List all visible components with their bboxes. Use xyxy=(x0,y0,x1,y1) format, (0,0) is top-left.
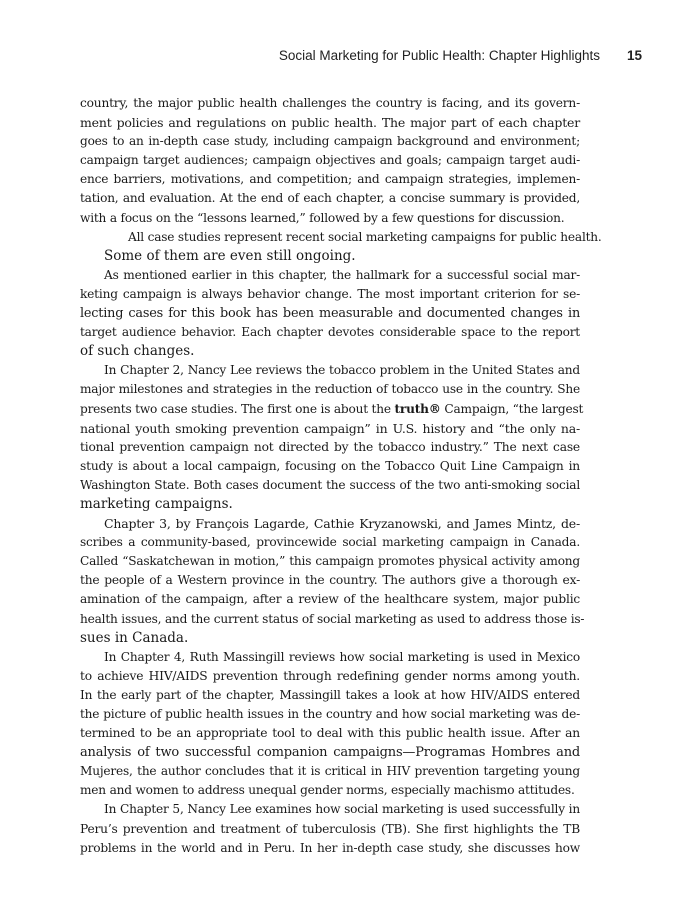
text-line: country, the major public health challenges the country is facing, and its govern- xyxy=(80,96,580,110)
paragraph-2 xyxy=(80,228,602,266)
paragraph-1 xyxy=(80,94,580,228)
text-line: the people of a Western province in the country. The authors give a thorough ex- xyxy=(80,573,580,588)
text-line: national youth smoking prevention campaign” in U.S. history and “the only na- xyxy=(80,420,580,436)
text-line: All case studies represent recent social marketing campaigns for public health. xyxy=(128,229,602,244)
text-line: keting campaign is always behavior change. The most important criterion for se- xyxy=(80,286,580,301)
text-line: major milestones and strategies in the reduction of tobacco use in the country. She xyxy=(80,382,580,397)
text-line: of such changes. xyxy=(80,343,195,360)
text-line: with a focus on the “lessons learned,” followed by a few questions for discussion. xyxy=(80,210,565,225)
text-line: men and women to address unequal gender norms, especially machismo attitudes. xyxy=(80,783,575,798)
text-line: In Chapter 5, Nancy Lee examines how social marketing is used successfully in xyxy=(104,802,580,817)
chapter-title: Social Marketing for Public Health: Chapter Highlights xyxy=(278,48,600,63)
text-line: campaign target audiences; campaign objectives and goals; campaign target audi- xyxy=(80,153,580,168)
text-line: problems in the world and in Peru. In her in-depth case study, she discusses how xyxy=(80,840,580,855)
body-text xyxy=(80,94,602,858)
text-line: sues in Canada. xyxy=(80,629,189,646)
paragraph-3 xyxy=(80,266,580,361)
text-line: amination of the campaign, after a review of the healthcare system, major public xyxy=(80,592,580,607)
text-line: health issues, and the current status of social marketing as used to address those is- xyxy=(80,611,585,626)
paragraph-7 xyxy=(80,800,580,857)
text-line: lecting cases for this book has been measurable and documented changes in xyxy=(80,306,580,322)
text-line: to achieve HIV/AIDS prevention through redefining gender norms among youth. xyxy=(80,668,580,683)
text-line: tional prevention campaign not directed by the tobacco industry.” The next case xyxy=(80,439,580,454)
text-line: termined to be an appropriate tool to deal with this public health issue. After an xyxy=(80,726,580,741)
text-segment: Campaign, “the largest xyxy=(440,401,584,416)
text-line: tation, and evaluation. At the end of each chapter, a concise summary is provided, xyxy=(80,191,580,206)
text-segment: presents two case studies. The first one is about the xyxy=(80,401,395,416)
text-line: analysis of two successful companion campaigns—Programas Hombres and xyxy=(80,745,580,761)
text-line: scribes a community-based, provincewide social marketing campaign in Canada. xyxy=(80,535,580,550)
running-header xyxy=(279,48,642,63)
text-line: Some of them are even still ongoing. xyxy=(104,247,356,264)
paragraph-5 xyxy=(80,514,585,648)
text-line: In the early part of the chapter, Massingill takes a look at how HIV/AIDS entered xyxy=(80,687,580,702)
text-line: In Chapter 2, Nancy Lee reviews the tobacco problem in the United States and xyxy=(104,363,580,378)
text-line: Chapter 3, by François Lagarde, Cathie Kryzanowski, and James Mintz, de- xyxy=(104,516,580,532)
page-number: 15 xyxy=(626,48,642,63)
text-line-with-brand xyxy=(80,400,584,419)
text-line: In Chapter 4, Ruth Massingill reviews how social marketing is used in Mexico xyxy=(104,649,580,664)
text-line: ment policies and regulations on public health. The major part of each chapter xyxy=(80,115,580,131)
text-line: target audience behavior. Each chapter devotes considerable space to the report xyxy=(80,325,580,340)
paragraph-4 xyxy=(80,361,584,514)
truth-brand: truth® xyxy=(394,401,441,416)
text-line: Mujeres, the author concludes that it is critical in HIV prevention targeting young xyxy=(80,764,580,779)
text-line: Peru’s prevention and treatment of tuberculosis (TB). She first highlights the TB xyxy=(80,821,580,836)
text-line: As mentioned earlier in this chapter, the hallmark for a successful social mar- xyxy=(104,267,580,282)
paragraph-6 xyxy=(80,648,580,801)
text-line: Washington State. Both cases document the success of the two anti-smoking social xyxy=(80,477,580,492)
text-line: study is about a local campaign, focusing on the Tobacco Quit Line Campaign in xyxy=(80,458,580,473)
text-line: the picture of public health issues in the country and how social marketing was de- xyxy=(80,707,580,721)
text-line: Called “Saskatchewan in motion,” this campaign promotes physical activity among xyxy=(80,554,580,569)
text-line: goes to an in-depth case study, including campaign background and environment; xyxy=(80,134,580,149)
text-line: ence barriers, motivations, and competition; and campaign strategies, implemen- xyxy=(80,172,580,187)
text-line: marketing campaigns. xyxy=(80,495,233,512)
